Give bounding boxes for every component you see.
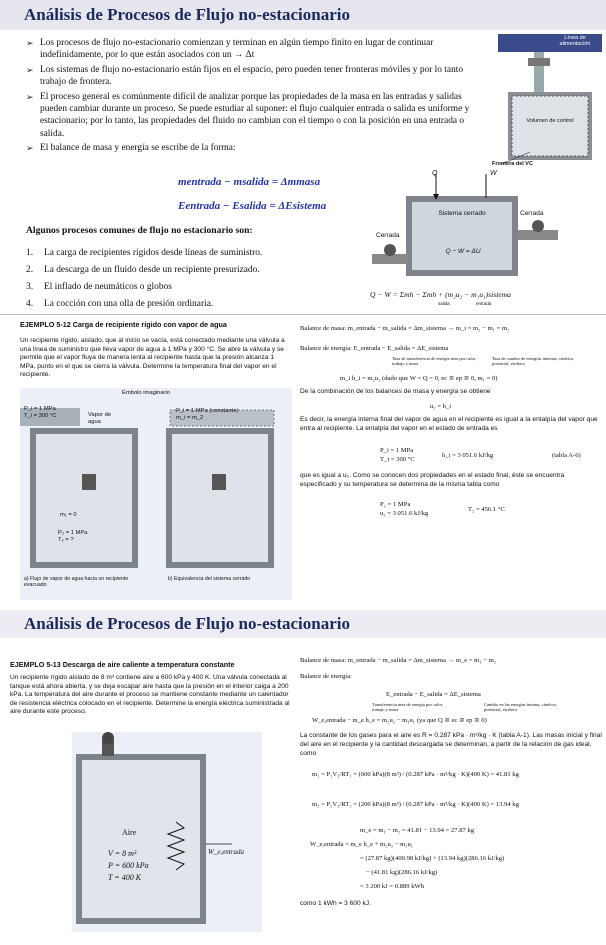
table-reference: (tabla A-6) (552, 452, 581, 459)
list-item: 4. La cocción con una olla de presión ordinaria. (26, 299, 214, 309)
work-label: W (490, 170, 497, 177)
sum-label-in: entrada (476, 301, 492, 306)
solution-mass-balance: Balance de masa: m_entrada − m_salida = Δm_sistema → m_i = m₂ − m₁ = m₂ (300, 325, 510, 332)
work-substitution: − (41.81 kg)(286.16 kJ/kg) (366, 869, 438, 876)
solution-energy-balance: Balance de energía: E_entrada − E_salida = ΔE_sistema (300, 345, 449, 352)
bullet-list (26, 37, 478, 157)
bullet-item: ➢ Los procesos de flujo no-estacionario comienzan y terminan en algún tiempo finito en lugar de continuar indefinidamente, por lo que están asociados con un → Δt (26, 37, 478, 62)
example-figure (20, 388, 292, 600)
list-item: 1. La carga de recipientes rígidos desde líneas de suministro. (26, 248, 263, 258)
discharged-mass: m_e = m₁ − m₂ = 41.81 − 13.94 = 27.87 kg (360, 827, 475, 834)
solution-simplified: W_e,entrada − m_e h_e = m₂u₂ − m₁u₁ (ya que Q ≅ ec ≅ ep ≅ 0) (312, 717, 487, 724)
caption-a: a) Flujo de vapor de agua hacia un recipiente evacuado (24, 576, 129, 589)
solution-energy-label: Balance de energía: (300, 673, 352, 680)
air-label: Aire (122, 828, 137, 837)
example-title: EJEMPLO 5-13 Descarga de aire caliente a temperatura constante (10, 660, 235, 669)
equivalent-state-label: P_i = 1 MPa (constante) m_i = m_2 (176, 408, 239, 421)
slide-title: Análisis de Procesos de Flujo no-estacionario (0, 610, 606, 638)
general-energy-equation: Q − W = Σmh − Σmh + (m₂u₂ − m₁u₁)sistema (370, 290, 511, 299)
inlet-state-label: P_i = 1 MPa T_i = 300 °C (24, 406, 57, 419)
list-item: 3. El inflado de neumáticos o globos (26, 282, 172, 292)
work-equation: W_e,entrada = m_e h_e + m₂u₂ − m₁u₁ (310, 841, 414, 848)
tank-diagram (20, 388, 292, 600)
work-substitution: = (27.87 kg)(400.98 kJ/kg) + (13.94 kg)(286.16 kJ/kg) (360, 855, 505, 862)
electric-work-label: W_e,entrada (208, 848, 244, 856)
closed-system-equation: Q − W = ΔU (445, 248, 481, 255)
sum-label-out: salida (438, 301, 450, 306)
mass-balance-equation: mentrada − msalida = Δmmasa (178, 176, 321, 188)
final-state-values: P₂ = 1 MPa u₂ = 3 051.6 kJ/kg (380, 501, 429, 517)
control-volume-label: Volumen de control (526, 118, 574, 124)
solution-text: De la combinación de los balances de masa y energía se obtiene (300, 388, 491, 395)
energy-transfer-note: Transferencia neta de energía por calor, trabajo y masa (372, 702, 444, 712)
caption-b: b) Equivalencia del sistema cerrado (168, 576, 251, 582)
example-statement: Un recipiente rígido, aislado, que al inicio se vacía, está conectado mediante una válvula a una línea de suministro que lleva vapor de agua a 1 MPa y 300 °C. Se abre la válvula y se permite que el vapor fluya de manera lenta al recipiente hasta que la presión alcanza 1 MPa, punto en el que se cierra la válvula. Determine la temperatura final del vapor en el recipiente. (20, 337, 285, 379)
example-statement: Un recipiente rígido aislado de 8 m³ contiene aire a 600 kPa y 400 K. Una válvula conectada al tanque está ahora abierta, y se deja escapar aire hasta que la presión en el interior caiga a 200 kPa. La temperatura del aire durante el proceso se mantiene constante mediante un calentador de resistencia eléctrica colocado en el recipiente. Determine la energía eléctrica suministrada al aire durante este proceso. (10, 674, 290, 716)
bullet-item: ➢ El balance de masa y energía se escribe de la forma: (26, 142, 478, 154)
final-mass-equation: m₂ = P₂V₂/RT₂ = (200 kPa)(8 m³) / (0.287 kPa · m³/kg · K)(400 K) = 13.94 kg (312, 801, 519, 808)
vapor-label: Vapor de agua (88, 412, 112, 425)
closed-system-figure (370, 170, 606, 310)
example-figure (72, 732, 262, 932)
inlet-state-values: P_i = 1 MPa T_i = 300 °C (380, 447, 415, 463)
energy-balance-equation: Eentrada − Esalida = ΔEsistema (178, 200, 327, 212)
processes-heading: Algunos procesos comunes de flujo no estacionario son: (26, 225, 253, 236)
solution-text: La constante de los gases para el aire es R = 0.287 kPa · m³/kg · K (tabla A-1). Las masas inicial y final del aire en el recipiente y la cantidad descargada se determinan, a partir de la relación de gas ideal, como (300, 732, 602, 757)
solution-result: u₂ = h_i (430, 403, 452, 410)
work-result: = 3 200 kJ = 0.889 kWh (360, 883, 425, 890)
air-tank-diagram (72, 732, 262, 932)
boundary-label: Frontera del VC (492, 161, 533, 167)
conversion-note: como 1 kWh = 3 600 kJ. (300, 900, 371, 907)
slide-title: Análisis de Procesos de Flujo no-estacionario (0, 0, 606, 30)
list-item: 2. La descarga de un fluido desde un recipiente presurizado. (26, 265, 260, 275)
solution-mass-balance: Balance de masa: m_entrada − m_salida = Δm_sistema → m_e = m₁ − m₂ (300, 657, 497, 664)
process-list (26, 245, 262, 313)
energy-change-note: Tasa de cambio de energías internas, cinética, potencial, etcétera (492, 356, 575, 366)
control-volume-figure (490, 34, 602, 168)
bullet-item: ➢ El proceso general es comúnmente difícil de analizar porque las propiedades de la masa en las entradas y salidas pueden cambiar durante un proceso. Se puede estudiar al suponer: el flujo cualquier entrada o salida es uniforme y estacionario; por lo tanto, las propiedades del fluido no cambian con el tiempo o con la posición en una entrada o salida. (26, 91, 478, 141)
solution-energy-balance: E_entrada − E_salida = ΔE_sistema (386, 691, 481, 698)
inlet-enthalpy: h_i = 3 051.6 kJ/kg (442, 452, 494, 459)
energy-change-note: Cambio en las energías interna, cinética, potencial, etcétera (484, 702, 557, 712)
example-title: EJEMPLO 5-12 Carga de recipiente rígido con vapor de agua (20, 320, 227, 329)
piston-label: Émbolo imaginario (121, 390, 170, 396)
initial-mass-equation: m₁ = P₁V₁/RT₁ = (600 kPa)(8 m³) / (0.287 kPa · m³/kg · K)(400 K) = 41.81 kg (312, 771, 519, 778)
solution-text: Es decir, la energía interna final del vapor de agua en el recipiente es igual a la entalpía del vapor que entra al recipiente. La entalpía del vapor en el estado de entrada es (300, 416, 598, 432)
initial-mass-label: m₁ = 0 (60, 512, 77, 518)
bullet-item: ➢ Los sistemas de flujo no-estacionario están fijos en el espacio, pero pueden tener fronteras móviles y por lo tanto trabajo de frontera. (26, 64, 478, 89)
supply-line-label: Línea de alimentación (559, 35, 591, 47)
energy-transfer-note: Tasa de transferencia de energía neta por calor, trabajo y masa (392, 356, 477, 366)
closed-system-diagram (370, 170, 606, 285)
solution-simplified: m_i h_i = m₂u₂ (dado que W = Q = 0, ec ≅ ep ≅ 0, m₁ = 0) (340, 375, 498, 382)
control-volume-diagram (490, 34, 602, 168)
final-state-label: P₂ = 1 MPa T₂ = ? (58, 530, 88, 543)
final-temperature: T₂ = 456.1 °C (468, 506, 505, 513)
closed-label-left: Cerrada (376, 232, 400, 239)
closed-system-label: Sistema cerrado (438, 210, 486, 217)
closed-label-right: Cerrada (520, 210, 544, 217)
divider (0, 314, 606, 315)
solution-text: que es igual a u₂. Como se conocen dos propiedades en el estado final, éste se encuentra especificado y su temperatura se determina de la misma tabla como (300, 472, 565, 488)
air-state-values: V = 8 m³ P = 600 kPa T = 400 K (108, 849, 149, 882)
heat-label: Q (432, 170, 438, 177)
